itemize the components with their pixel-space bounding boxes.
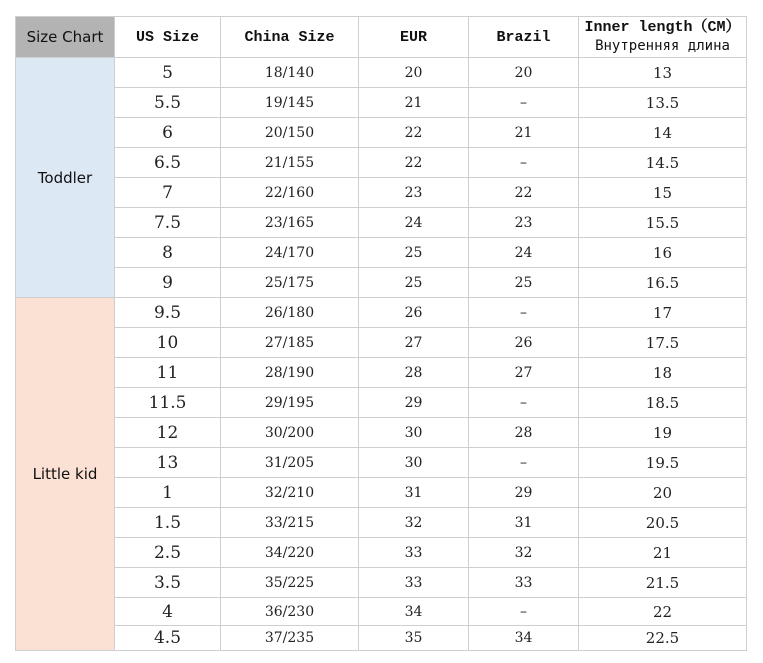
cell-eur: 25 xyxy=(359,268,469,298)
cell-eur: 25 xyxy=(359,238,469,268)
cell-eur: 20 xyxy=(359,58,469,88)
size-chart-table xyxy=(15,16,747,651)
cell-inner-length: 13 xyxy=(579,58,747,88)
cell-inner-length: 18.5 xyxy=(579,388,747,418)
cell-inner-length: 15 xyxy=(579,178,747,208)
cell-china-size: 36/230 xyxy=(221,598,359,626)
cell-brazil: 27 xyxy=(469,358,579,388)
cell-china-size: 25/175 xyxy=(221,268,359,298)
cell-eur: 28 xyxy=(359,358,469,388)
cell-us-size: 1.5 xyxy=(115,508,221,538)
cell-us-size: 12 xyxy=(115,418,221,448)
cell-china-size: 22/160 xyxy=(221,178,359,208)
table-row xyxy=(16,508,747,538)
cell-eur: 30 xyxy=(359,448,469,478)
cell-inner-length: 13.5 xyxy=(579,88,747,118)
cell-eur: 22 xyxy=(359,118,469,148)
cell-us-size: 8 xyxy=(115,238,221,268)
header-china-size: China Size xyxy=(221,17,359,58)
cell-brazil: 25 xyxy=(469,268,579,298)
table-row xyxy=(16,148,747,178)
cell-eur: 30 xyxy=(359,418,469,448)
cell-inner-length: 21 xyxy=(579,538,747,568)
cell-china-size: 24/170 xyxy=(221,238,359,268)
table-row xyxy=(16,58,747,88)
table-row xyxy=(16,268,747,298)
table-row xyxy=(16,626,747,651)
table-row xyxy=(16,448,747,478)
cell-brazil: – xyxy=(469,598,579,626)
cell-china-size: 18/140 xyxy=(221,58,359,88)
table-row xyxy=(16,298,747,328)
table-row xyxy=(16,88,747,118)
cell-brazil: 31 xyxy=(469,508,579,538)
table-row xyxy=(16,478,747,508)
cell-china-size: 30/200 xyxy=(221,418,359,448)
cell-us-size: 5.5 xyxy=(115,88,221,118)
cell-us-size: 10 xyxy=(115,328,221,358)
cell-inner-length: 21.5 xyxy=(579,568,747,598)
cell-us-size: 5 xyxy=(115,58,221,88)
cell-inner-length: 20 xyxy=(579,478,747,508)
cell-us-size: 2.5 xyxy=(115,538,221,568)
cell-us-size: 1 xyxy=(115,478,221,508)
table-row xyxy=(16,358,747,388)
cell-inner-length: 18 xyxy=(579,358,747,388)
cell-inner-length: 14.5 xyxy=(579,148,747,178)
cell-inner-length: 16 xyxy=(579,238,747,268)
cell-china-size: 28/190 xyxy=(221,358,359,388)
cell-inner-length: 15.5 xyxy=(579,208,747,238)
header-inner-length xyxy=(579,17,747,58)
cell-china-size: 29/195 xyxy=(221,388,359,418)
cell-brazil: 29 xyxy=(469,478,579,508)
cell-eur: 31 xyxy=(359,478,469,508)
cell-inner-length: 17.5 xyxy=(579,328,747,358)
cell-inner-length: 20.5 xyxy=(579,508,747,538)
header-inner-length-ru: Внутренняя длина xyxy=(595,38,730,54)
cell-inner-length: 19.5 xyxy=(579,448,747,478)
cell-us-size: 11 xyxy=(115,358,221,388)
cell-eur: 27 xyxy=(359,328,469,358)
cell-brazil: 28 xyxy=(469,418,579,448)
cell-china-size: 35/225 xyxy=(221,568,359,598)
cell-us-size: 3.5 xyxy=(115,568,221,598)
cell-us-size: 13 xyxy=(115,448,221,478)
cell-brazil: – xyxy=(469,388,579,418)
cell-china-size: 23/165 xyxy=(221,208,359,238)
cell-eur: 23 xyxy=(359,178,469,208)
cell-us-size: 7.5 xyxy=(115,208,221,238)
cell-eur: 34 xyxy=(359,598,469,626)
cell-brazil: 22 xyxy=(469,178,579,208)
table-row xyxy=(16,238,747,268)
cell-eur: 21 xyxy=(359,88,469,118)
cell-us-size: 6.5 xyxy=(115,148,221,178)
group-little-kid: Little kid xyxy=(16,298,115,651)
cell-brazil: – xyxy=(469,448,579,478)
table-row xyxy=(16,178,747,208)
cell-china-size: 32/210 xyxy=(221,478,359,508)
size-chart xyxy=(15,16,746,651)
cell-brazil: 32 xyxy=(469,538,579,568)
cell-china-size: 21/155 xyxy=(221,148,359,178)
header-brazil: Brazil xyxy=(469,17,579,58)
cell-china-size: 26/180 xyxy=(221,298,359,328)
cell-brazil: 26 xyxy=(469,328,579,358)
cell-brazil: 24 xyxy=(469,238,579,268)
cell-us-size: 9.5 xyxy=(115,298,221,328)
cell-inner-length: 22.5 xyxy=(579,626,747,651)
cell-brazil: 20 xyxy=(469,58,579,88)
table-row xyxy=(16,118,747,148)
cell-inner-length: 22 xyxy=(579,598,747,626)
cell-brazil: 23 xyxy=(469,208,579,238)
header-size-chart: Size Chart xyxy=(16,17,115,58)
table-row xyxy=(16,388,747,418)
table-row xyxy=(16,208,747,238)
header-eur: EUR xyxy=(359,17,469,58)
cell-us-size: 11.5 xyxy=(115,388,221,418)
cell-china-size: 31/205 xyxy=(221,448,359,478)
header-row xyxy=(16,17,747,58)
cell-china-size: 27/185 xyxy=(221,328,359,358)
table-row xyxy=(16,568,747,598)
cell-brazil: – xyxy=(469,88,579,118)
table-row xyxy=(16,598,747,626)
cell-brazil: 21 xyxy=(469,118,579,148)
cell-eur: 24 xyxy=(359,208,469,238)
cell-us-size: 4.5 xyxy=(115,626,221,651)
cell-brazil: – xyxy=(469,148,579,178)
cell-china-size: 19/145 xyxy=(221,88,359,118)
cell-brazil: – xyxy=(469,298,579,328)
cell-eur: 33 xyxy=(359,538,469,568)
table-row xyxy=(16,328,747,358)
cell-eur: 33 xyxy=(359,568,469,598)
cell-china-size: 34/220 xyxy=(221,538,359,568)
cell-us-size: 9 xyxy=(115,268,221,298)
cell-china-size: 37/235 xyxy=(221,626,359,651)
cell-eur: 29 xyxy=(359,388,469,418)
cell-brazil: 33 xyxy=(469,568,579,598)
cell-china-size: 33/215 xyxy=(221,508,359,538)
cell-us-size: 7 xyxy=(115,178,221,208)
cell-eur: 35 xyxy=(359,626,469,651)
table-row xyxy=(16,538,747,568)
cell-us-size: 6 xyxy=(115,118,221,148)
cell-inner-length: 17 xyxy=(579,298,747,328)
cell-eur: 26 xyxy=(359,298,469,328)
cell-us-size: 4 xyxy=(115,598,221,626)
cell-inner-length: 19 xyxy=(579,418,747,448)
header-inner-length-en: Inner length（CM） xyxy=(584,19,741,36)
cell-inner-length: 16.5 xyxy=(579,268,747,298)
header-us-size: US Size xyxy=(115,17,221,58)
table-row xyxy=(16,418,747,448)
cell-inner-length: 14 xyxy=(579,118,747,148)
cell-eur: 32 xyxy=(359,508,469,538)
group-toddler: Toddler xyxy=(16,58,115,298)
cell-eur: 22 xyxy=(359,148,469,178)
cell-brazil: 34 xyxy=(469,626,579,651)
cell-china-size: 20/150 xyxy=(221,118,359,148)
